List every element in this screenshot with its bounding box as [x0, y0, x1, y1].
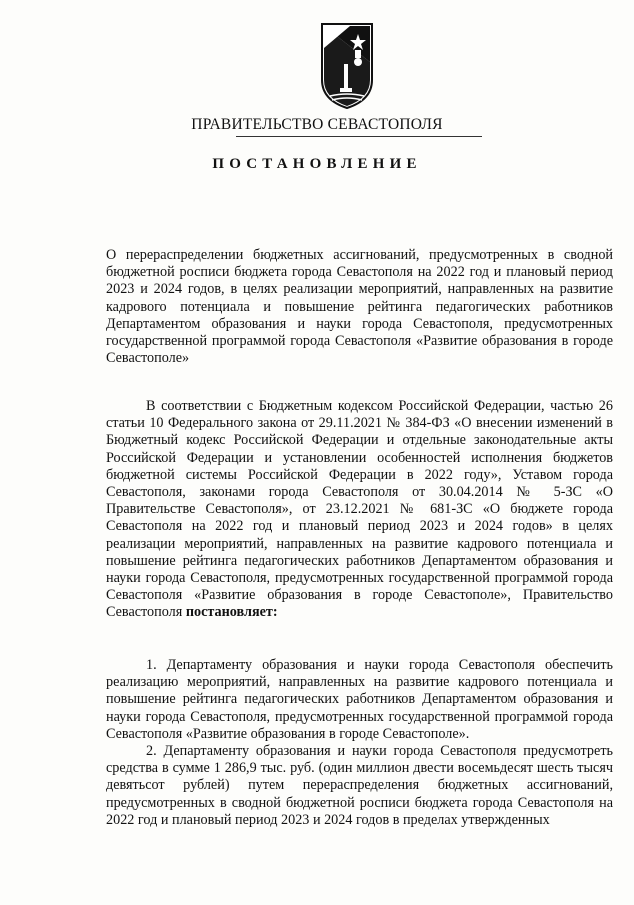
- organization-name: ПРАВИТЕЛЬСТВО СЕВАСТОПОЛЯ: [191, 116, 443, 133]
- organization-underline: [236, 136, 482, 137]
- document-type-title: ПОСТАНОВЛЕНИЕ: [212, 156, 422, 172]
- item-paragraph-1: 1. Департаменту образования и науки города Севастополя обеспечить реализацию мероприятий, направленных на развитие кадрового потенциала и повышение рейтинга педагогических работников Департаментом образования и науки города Севастополя, предусмотренных государственной программой города Севастополя «Развитие образования в городе Севастополе».: [106, 657, 613, 742]
- item-paragraph-2: 2. Департаменту образования и науки города Севастополя предусмотреть средства в сумме 1 286,9 тыс. руб. (один миллион двести восемьдесят шесть тысяч девятьсот рублей) путем перераспределения бюджетных ассигнований, предусмотренных в сводной бюджетной росписи бюджета города Севастополя на 2022 год и плановый период 2023 и 2024 годов в пределах утвержденных: [106, 743, 613, 828]
- decree-word: постановляет:: [185, 604, 278, 621]
- document-subject: О перераспределении бюджетных ассигнований, предусмотренных в сводной бюджетной росписи бюджета города Севастополя на 2022 год и плановый период 2023 и 2024 годов, в целях реализации мероприятий, направленных на развитие кадрового потенциала и повышение рейтинга педагогических работников Департаментом образования и науки города Севастополя, предусмотренных государственной программой города Севастополя «Развитие образования в городе Севастополе»: [106, 247, 613, 367]
- preamble-text: В соответствии с Бюджетным кодексом Российской Федерации, частью 26 статьи 10 Федерального закона от 29.11.2021 № 384-ФЗ «О внесении изменений в Бюджетный кодекс Российской Федерации и отдельные законодательные акты Российской Федерации и установлении особенностей исполнения бюджетов бюджетной системы Российской Федерации в 2022 году», Уставом города Севастополя, законами города Севастополя от 30.04.2014 № 5-ЗС «О Правительстве Севастополя», от 23.12.2021 № 681-ЗС «О бюджете города Севастополя на 2022 год и плановый период 2023 и 2024 годов» в целях реализации мероприятий, направленных на развитие кадрового потенциала и повышение рейтинга педагогических работников Департаментом образования и науки города Севастополя, предусмотренных государственной программой города Севастополя «Развитие образования в городе Севастополе», Правительство Севастополя: [106, 398, 613, 621]
- preamble-paragraph: [106, 398, 613, 622]
- sevastopol-coat-of-arms-icon: [320, 22, 374, 110]
